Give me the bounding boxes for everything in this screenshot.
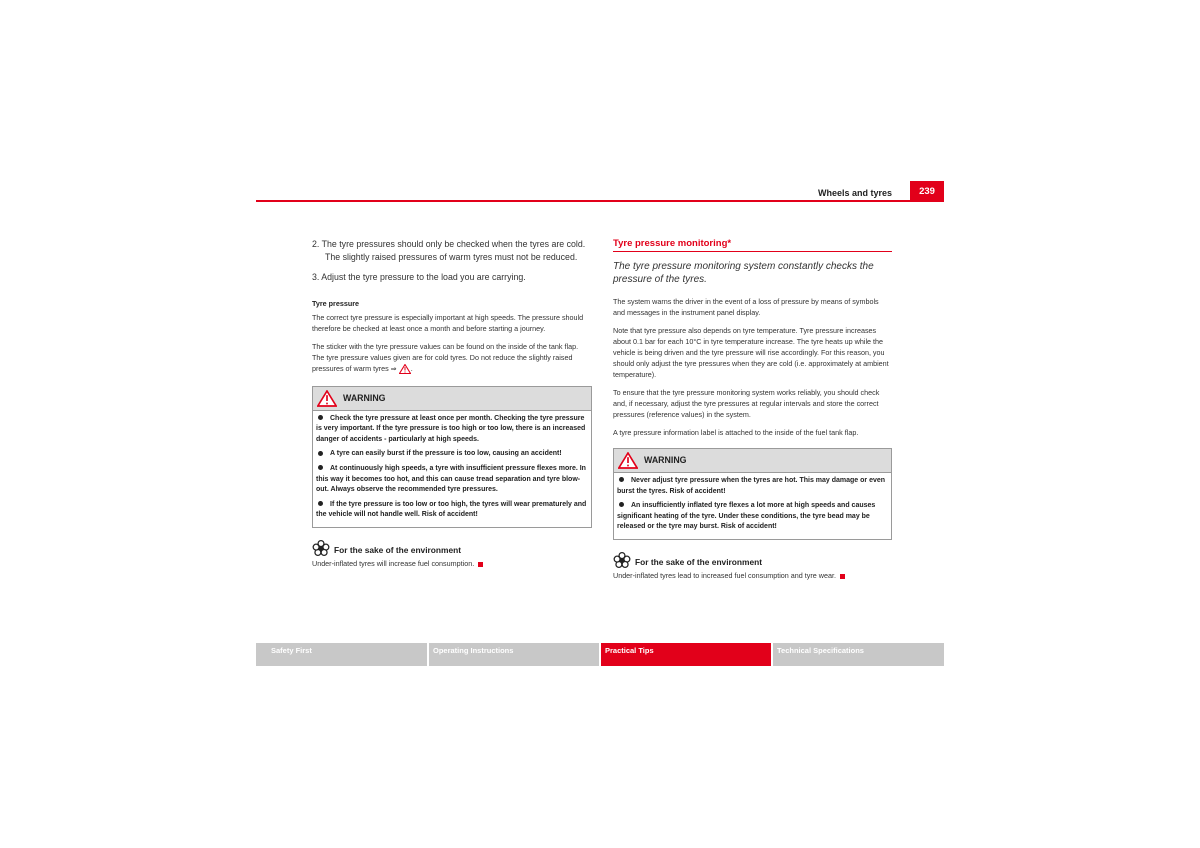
left-column [312, 238, 592, 569]
page-number: 239 [910, 181, 944, 201]
flower-icon [312, 540, 330, 556]
bullet-icon [318, 501, 323, 506]
paragraph-end: . [410, 363, 413, 373]
warning-item: At continuously high speeds, a tyre with insufficient pressure flexes more. In this way it becomes too hot, and this can cause tread separation and tyre blow-out. Always observe the recommended tyre pressures. [316, 464, 586, 494]
paragraph: A tyre pressure information label is attached to the inside of the fuel tank flap. [613, 428, 859, 437]
environment-title: For the sake of the environment [635, 556, 763, 567]
subheading-tyre-pressure: Tyre pressure [312, 298, 360, 308]
warning-item: Check the tyre pressure at least once per month. Checking the tyre pressure is very important. If the tyre pressure is too high or too low, there is an increased danger of accidents - particularly at high speeds. [316, 414, 586, 443]
tab-operating-instructions[interactable]: Operating Instructions [429, 643, 599, 666]
paragraph: Note that tyre pressure also depends on tyre temperature. Tyre pressure increases about 0.1 bar for each 10°C in tyre temperature increase. The tyre heats up while the vehicle is being driven and the tyre pressure will rise accordingly. For this reason, you should only adjust the tyre pressures when they are cold (i.e. approximately at ambient temperature). [613, 326, 889, 379]
warning-title: WARNING [343, 392, 386, 403]
warning-box [613, 448, 892, 540]
environment-text: Under-inflated tyres will increase fuel consumption. [312, 558, 592, 569]
flower-icon [613, 552, 631, 568]
warning-item: A tyre can easily burst if the pressure is too low, causing an accident! [316, 449, 588, 460]
bullet-icon [318, 415, 323, 420]
environment-text: Under-inflated tyres lead to increased fuel consumption and tyre wear. [613, 570, 892, 581]
tab-practical-tips[interactable]: Practical Tips [601, 643, 771, 666]
warning-reference-icon[interactable] [399, 364, 411, 374]
environment-heading [613, 552, 892, 568]
section-heading: Tyre pressure monitoring* [613, 238, 892, 252]
warning-triangle-icon [618, 452, 638, 469]
tab-technical-specifications[interactable]: Technical Specifications [773, 643, 944, 666]
end-marker-icon [840, 574, 845, 579]
right-column [613, 238, 892, 581]
end-marker-icon [478, 562, 483, 567]
list-item: 2. The tyre pressures should only be checked when the tyres are cold. The slightly raised pressures of warm tyres must not be reduced. [312, 239, 586, 262]
section-title: Wheels and tyres [817, 188, 892, 198]
warning-title: WARNING [644, 455, 687, 465]
paragraph-text: The sticker with the tyre pressure values can be found on the inside of the tank flap. The tyre pressure values given are for cold tyres. Do not reduce the slightly raised pressures of warm tyres ⇒ [312, 341, 579, 373]
bullet-icon [318, 451, 323, 456]
bullet-icon [619, 502, 624, 507]
tab-safety-first[interactable]: Safety First [256, 643, 427, 666]
environment-heading [312, 540, 592, 556]
warning-item: An insufficiently inflated tyre flexes a lot more at high speeds and causes significant heating of the tyre. Under these conditions, the tyre bead may be released or the tyre may burst. Risk of accident! [617, 502, 876, 531]
warning-body [614, 473, 891, 539]
warning-header [614, 449, 891, 473]
environment-title: For the sake of the environment [334, 544, 462, 555]
warning-header [313, 387, 591, 411]
bullet-icon [619, 477, 624, 482]
paragraph: To ensure that the tyre pressure monitoring system works reliably, you should check and, if necessary, adjust the tyre pressures at regular intervals and store the correct pressures (reference values) in the system. [613, 388, 880, 419]
warning-box [312, 386, 592, 528]
warning-body [313, 411, 591, 527]
list-item: 3. Adjust the tyre pressure to the load you are carrying. [312, 272, 526, 282]
header-rule [256, 200, 944, 202]
paragraph: The system warns the driver in the event of a loss of pressure by means of symbols and messages in the instrument panel display. [613, 297, 879, 317]
paragraph [312, 341, 592, 374]
warning-item: Never adjust tyre pressure when the tyres are hot. This may damage or even burst the tyres. Risk of accident! [617, 477, 886, 495]
lead-text: The tyre pressure monitoring system constantly checks the pressure of the tyres. [613, 261, 874, 285]
warning-triangle-icon [317, 390, 337, 407]
paragraph: The correct tyre pressure is especially important at high speeds. The pressure should therefore be checked at least once a month and before starting a journey. [312, 312, 584, 333]
bullet-icon [318, 465, 323, 470]
warning-item: If the tyre pressure is too low or too high, the tyres will wear prematurely and the vehicle will not handle well. Risk of accident! [316, 500, 587, 519]
